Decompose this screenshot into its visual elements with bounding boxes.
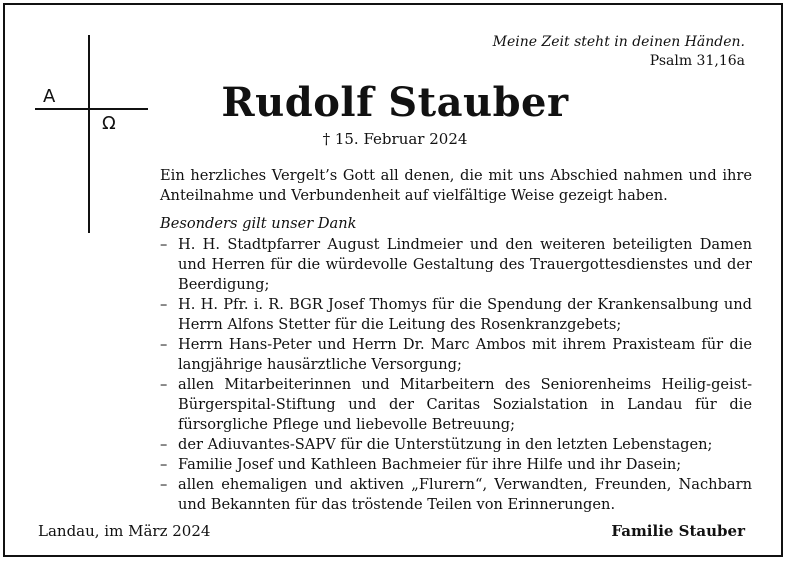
dash-icon: –: [160, 236, 168, 253]
place-date: Landau, im März 2024: [38, 522, 211, 540]
death-date: † 15. Februar 2024: [322, 130, 468, 148]
alpha-icon: A: [43, 86, 56, 107]
list-item: [160, 295, 752, 335]
list-item: [160, 375, 752, 435]
intro-text: Ein herzliches Vergelt’s Gott all denen, die mit uns Abschied nahmen und ihre Anteilnahme und Verbundenheit auf vielfältige Weise gezeigt haben.: [160, 167, 752, 204]
list-item-text: H. H. Stadtpfarrer August Lindmeier und den weiteren beteiligten Damen und Herren für die würdevolle Gestaltung des Trauergottesdienstes und der Beerdigung;: [178, 236, 752, 293]
dash-icon: –: [160, 436, 168, 453]
list-item: [160, 455, 752, 475]
dash-icon: –: [160, 376, 168, 393]
dash-icon: –: [160, 456, 168, 473]
list-item-text: der Adiuvantes-SAPV für die Unterstützung in den letzten Lebenstagen;: [178, 436, 713, 453]
motto-source: Psalm 31,16a: [649, 53, 745, 69]
motto-quote: Meine Zeit steht in deinen Händen.: [492, 34, 745, 50]
dash-icon: –: [160, 296, 168, 313]
list-item: [160, 235, 752, 295]
list-item: [160, 475, 752, 515]
list-item-text: allen Mitarbeiterinnen und Mitarbeitern des Seniorenheims Heilig-geist-Bürgerspital-Stiftung und der Caritas Sozialstation in Landau für die fürsorgliche Pflege und liebevolle Betreuung;: [178, 376, 752, 433]
thanks-list: [160, 235, 752, 515]
thanks-body: [160, 166, 752, 515]
list-item: [160, 335, 752, 375]
list-item: [160, 435, 752, 455]
omega-icon: Ω: [102, 113, 116, 134]
dash-icon: –: [160, 476, 168, 493]
family-signature: Familie Stauber: [611, 522, 745, 540]
list-item-text: Herrn Hans-Peter und Herrn Dr. Marc Ambos mit ihrem Praxisteam für die langjährige hausärztliche Versorgung;: [178, 336, 752, 373]
list-item-text: Familie Josef und Kathleen Bachmeier für ihre Hilfe und ihr Dasein;: [178, 456, 682, 473]
motto: [493, 33, 745, 71]
obituary-card: [3, 3, 783, 557]
thanks-heading: Besonders gilt unser Dank: [160, 215, 357, 232]
list-item-text: H. H. Pfr. i. R. BGR Josef Thomys für die Spendung der Krankensalbung und Herrn Alfons Stetter für die Leitung des Rosenkranzgebets;: [178, 296, 752, 333]
dash-icon: –: [160, 336, 168, 353]
list-item-text: allen ehemaligen und aktiven „Flurern“, Verwandten, Freunden, Nachbarn und Bekannten für das tröstende Teilen von Erinnerungen.: [178, 476, 752, 513]
deceased-name: Rudolf Stauber: [221, 79, 569, 126]
